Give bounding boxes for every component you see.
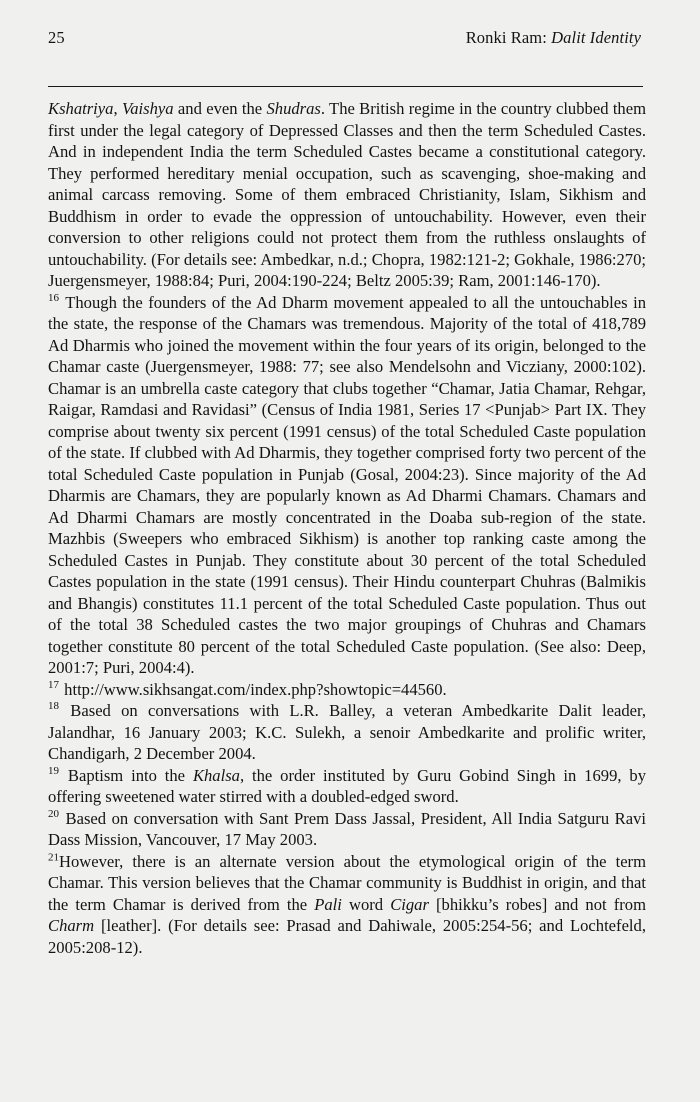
italic-term-khalsa: Khalsa [192, 765, 240, 785]
footnote-19 [48, 765, 646, 808]
italic-term-kshatriya: Kshatriya [48, 99, 114, 118]
italic-term-vaishya: Vaishya [121, 99, 174, 118]
italic-term-cigar: Cigar [390, 894, 429, 914]
footnote-16-text: Though the founders of the Ad Dharm movement appealed to all the untouchables in the state, the response of the Chamars was tremendous. Majority of the total of 418,789 Ad Dharmis who joined the movement within the four years of its origin, belonged to the Chamar caste (Juergensmeyer, 1988: 77; see also Mendelsohn and Vicziany, 2000:102). Chamar is an umbrella caste category that clubs together “Chamar, Jatia Chamar, Rehgar, Raigar, Ramdasi and Ravidasi” (Census of India 1981, Series 17 <Punjab> Part IX. They comprise about twenty six percent (1991 census) of the total Scheduled Caste population of the state. If clubbed with Ad Dharmis, they together comprised forty two percent of the total Scheduled Caste population in Punjab (Gosal, 2004:23). Since majority of the Ad Dharmis are Chamars, they are popularly known as Ad Dharmi Chamars. Chamars and Ad Dharmi Chamars are mostly concentrated in the Doaba sub-region of the state. Mazhbis (Sweepers who embraced Sikhism) is another top ranking caste among the Scheduled Castes in Punjab. They constitute about 30 percent of the total Scheduled Castes population in the state (1991 census). Their Hindu counterpart Chuhras (Balmikis and Bhangis) constitutes 11.1 percent of the total Scheduled Caste population. Thus out of the total 38 Scheduled castes the two major groupings of Chuhras and Chamars together constitute 80 percent of the total Scheduled Caste population. (See also: Deep, 2001:7; Puri, 2004:4). [48, 292, 646, 677]
footnote-16 [48, 292, 646, 679]
footnote-17 [48, 679, 646, 701]
footnote-21-text-part-2: word [341, 894, 391, 914]
footnote-21-text-part-1: However, there is an alternate version about the etymological origin of the term Chamar. This version believes that the Chamar community is Buddhist in origin, and that the term Chamar is derived from the [48, 851, 646, 914]
header-divider-rule [48, 86, 643, 87]
running-head-work-title: Dalit Identity [551, 28, 641, 47]
footnote-marker-18: 18 [48, 700, 59, 713]
footnote-marker-19: 19 [48, 764, 59, 777]
footnote-marker-16: 16 [48, 291, 59, 304]
page-number: 25 [48, 28, 65, 47]
italic-term-charm: Charm [48, 916, 95, 935]
continued-paragraph [48, 98, 646, 292]
footnote-20-text: Based on conversation with Sant Prem Dass Jassal, President, All India Satguru Ravi Dass Mission, Vancouver, 17 May 2003. [48, 808, 646, 849]
footnote-17-url: http://www.sikhsangat.com/index.php?showtopic=44560. [64, 679, 447, 699]
footnote-21 [48, 851, 646, 959]
footnote-18 [48, 700, 646, 765]
footnote-20 [48, 808, 646, 851]
paragraph-text-part-1: and even the [173, 99, 267, 118]
paragraph-text-part-2: . The British regime in the country clubbed them first under the legal category of Depressed Classes and then the term Scheduled Castes. And in independent India the term Scheduled Castes became a constitutional category. They performed hereditary menial occupation, such as scavenging, shoe-making and animal carcass removing. Some of them embraced Christianity, Islam, Sikhism and Buddhism in order to evade the oppression of untouchability. However, even their conversion to other religions could not protect them from the ruthless onslaughts of untouchability. (For details see: Ambedkar, n.d.; Chopra, 1982:121-2; Gokhale, 1986:270; Juergensmeyer, 1988:84; Puri, 2004:190-224; Beltz 2005:39; Ram, 2001:146-170). [48, 99, 646, 290]
footnote-marker-20: 20 [48, 807, 59, 820]
footnote-marker-21: 21 [48, 850, 59, 863]
footnote-21-text-part-3: [bhikku’s robes] and not from [428, 894, 646, 914]
running-head-author: Ronki Ram: [465, 28, 547, 47]
footnote-21-text-part-4: [leather]. (For details see: Prasad and Dahiwale, 2005:254-56; and Lochtefeld, 2005:208-12). [48, 916, 646, 957]
footnote-19-text-part-2: , the order instituted by Guru Gobind Singh in 1699, by offering sweetened water stirred with a doubled-edged sword. [48, 765, 646, 806]
running-head-title [466, 28, 641, 48]
footnote-marker-17: 17 [48, 678, 59, 691]
footnote-19-text-part-1: Baptism into the [67, 765, 193, 785]
italic-term-pali: Pali [314, 894, 342, 914]
footnote-18-text: Based on conversations with L.R. Balley, a veteran Ambedkarite Dalit leader, Jalandhar, 16 January 2003; K.C. Sulekh, a senoir Ambedkarite and prolific writer, Chandigarh, 2 December 2004. [48, 701, 646, 763]
italic-term-shudras: Shudras [266, 99, 321, 118]
body-text [48, 98, 655, 958]
separator-comma: , [113, 99, 122, 118]
running-head [48, 28, 655, 48]
